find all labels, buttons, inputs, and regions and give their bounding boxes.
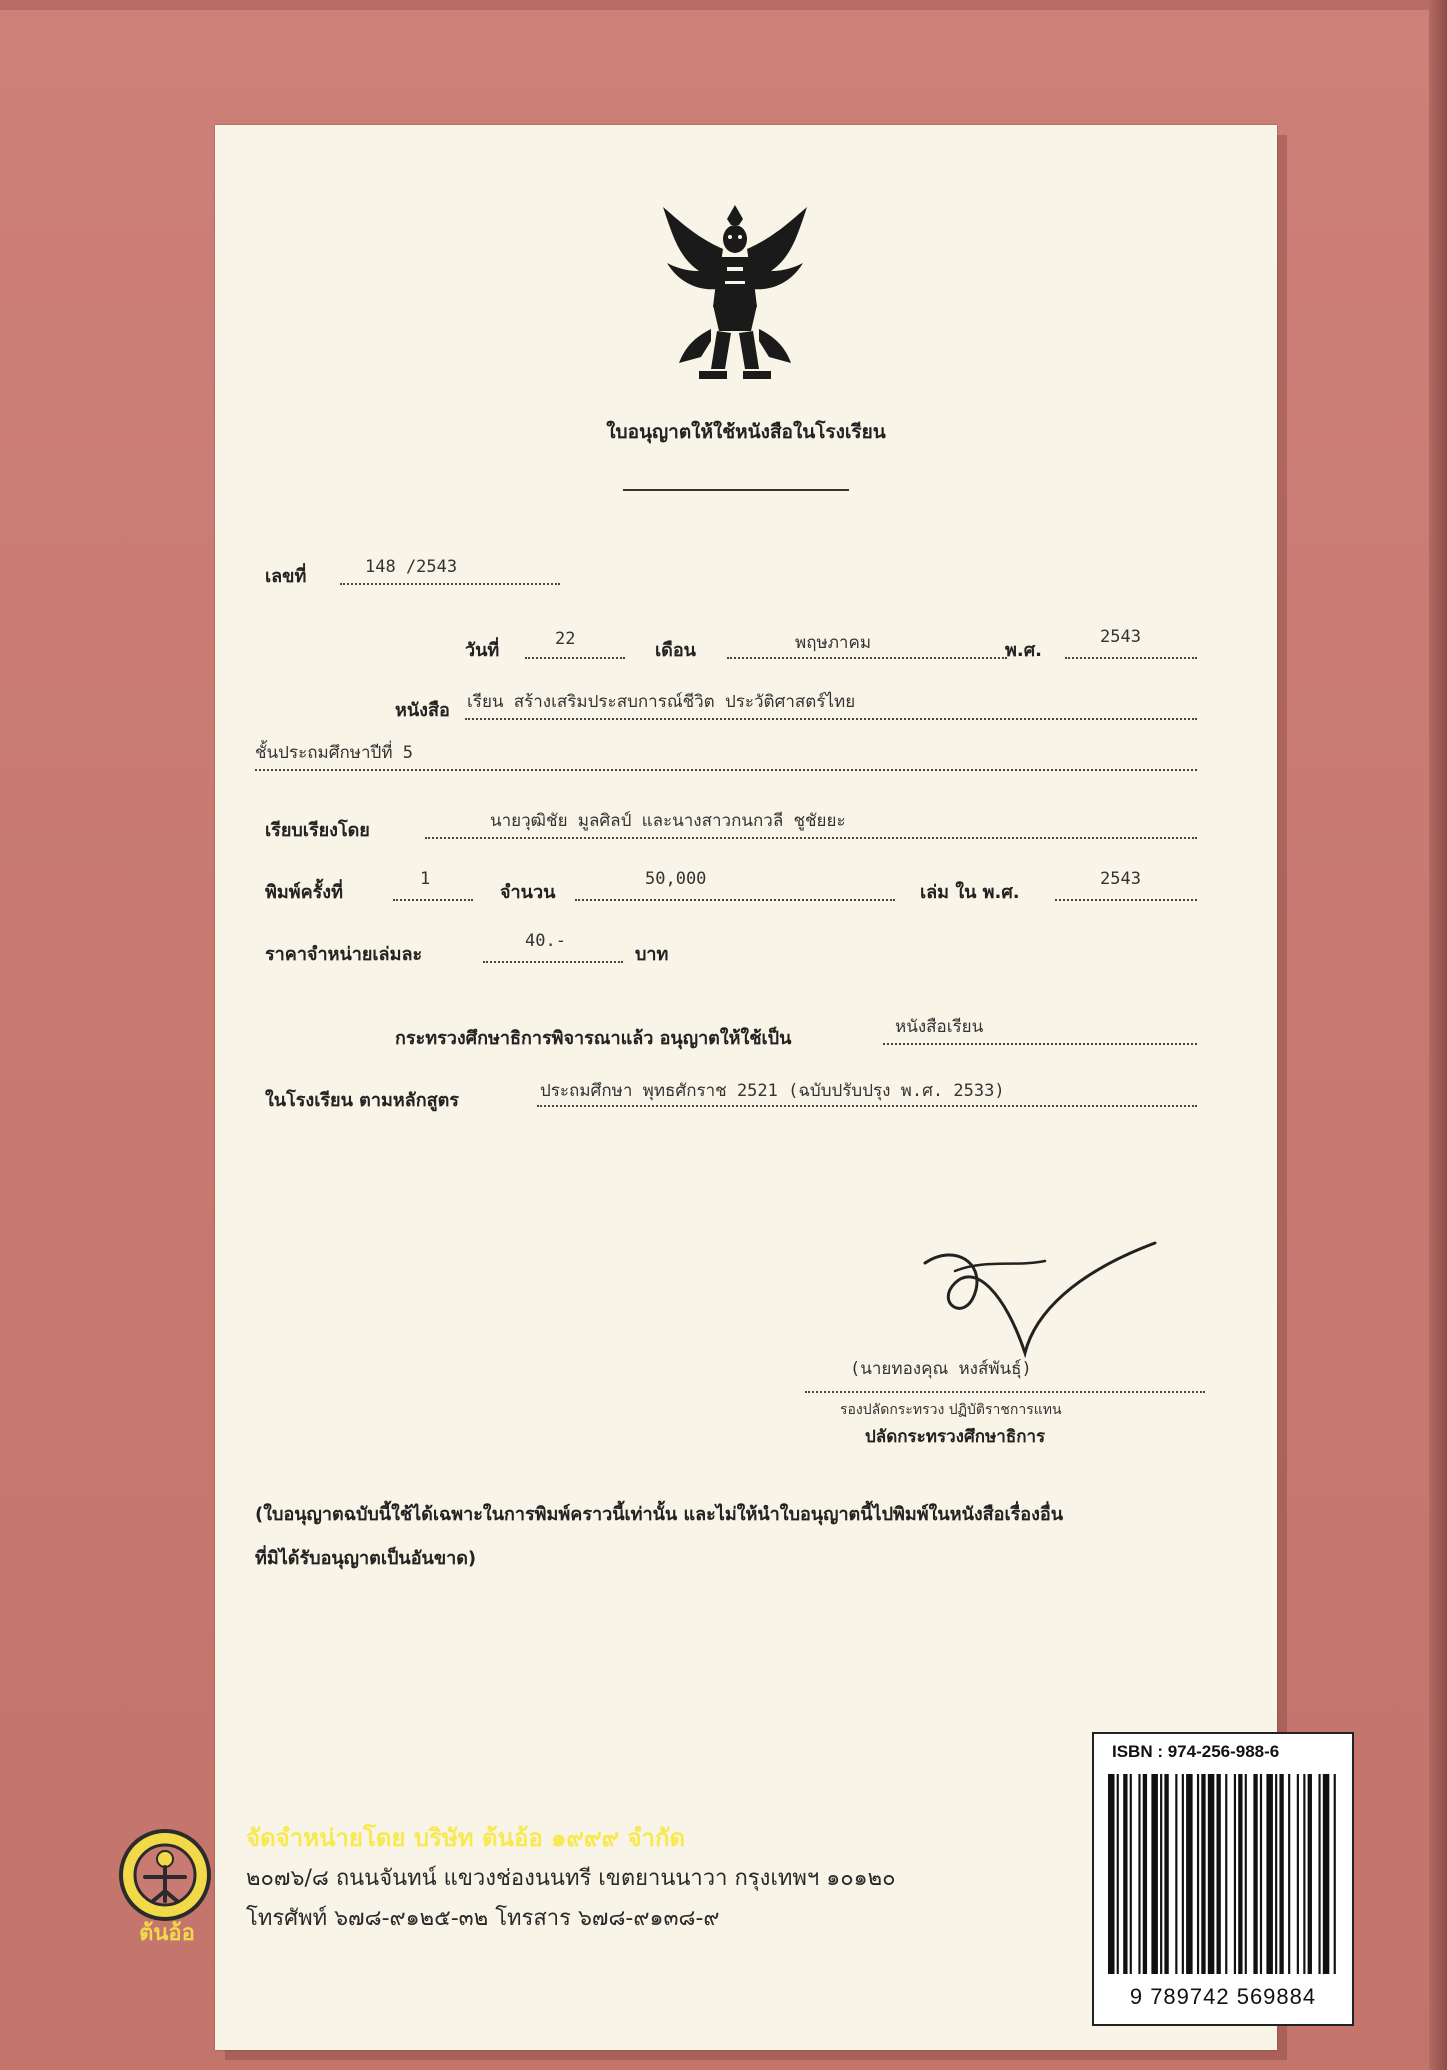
copies-label: เล่ม ใน พ.ศ.: [920, 882, 1020, 903]
garuda-emblem-icon: [655, 197, 815, 387]
certificate-title: ใบอนุญาตให้ใช้หนังสือในโรงเรียน: [606, 421, 886, 443]
date-month-dotted-line: [727, 657, 1007, 659]
title-underline: [623, 489, 849, 491]
signer-role-2: ปลัดกระทรวงศึกษาธิการ: [865, 1427, 1046, 1447]
curriculum-value: ประถมศึกษา พุทธศักราช 2521 (ฉบับปรับปรุง พ.ศ. 2533): [540, 1081, 1005, 1101]
book-title-line2: ชั้นประถมศึกษาปีที่ 5: [255, 743, 414, 763]
isbn-barcode-box: [1092, 1732, 1354, 2026]
date-day-label: วันที่: [465, 640, 500, 661]
date-year-value: 2543: [1100, 627, 1141, 647]
certificate-note-line1: (ใบอนุญาตฉบับนี้ใช้ได้เฉพาะในการพิมพ์คราวนี้เท่านั้น และไม่ให้นำใบอนุญาตนี้ไปพิมพ์ในหนังสือเรื่องอื่น: [255, 1504, 1064, 1525]
approval-dotted-line: [883, 1043, 1197, 1045]
date-day-value: 22: [555, 629, 576, 649]
book-dotted-line: [465, 718, 1197, 720]
copies-year-value: 2543: [1100, 869, 1141, 889]
isbn-label: ISBN : 974-256-988-6: [1112, 1742, 1280, 1761]
date-month-value: พฤษภาคม: [795, 633, 872, 653]
barcode-icon: [1106, 1774, 1340, 1974]
price-value: 40.-: [525, 931, 566, 951]
book-title-line1: เรียน สร้างเสริมประสบการณ์ชีวิต ประวัติศาสตร์ไทย: [467, 692, 856, 712]
handwritten-signature: [915, 1233, 1165, 1373]
publisher-phone-fax: โทรศัพท์ ๖๗๘-๙๑๒๕-๓๒ โทรสาร ๖๗๘-๙๑๓๘-๙: [246, 1906, 720, 1931]
cover-spine-edge: [1429, 0, 1447, 2070]
barcode-number: 9 789742 569884: [1129, 1984, 1317, 2009]
date-year-label: พ.ศ.: [1005, 640, 1042, 661]
signature-dotted-line: [805, 1391, 1205, 1393]
number-label: เลขที่: [265, 566, 307, 587]
signer-role-1: รองปลัดกระทรวง ปฏิบัติราชการแทน: [840, 1402, 1062, 1418]
quantity-dotted-line: [575, 899, 895, 901]
price-dotted-line: [483, 961, 623, 963]
signer-name: (นายทองคุณ หงส์พันธุ์): [850, 1359, 1032, 1379]
price-unit: บาท: [635, 944, 669, 965]
price-label: ราคาจำหน่ายเล่มละ: [265, 944, 423, 965]
date-day-dotted-line: [525, 657, 625, 659]
certificate-note-line2: ที่มิได้รับอนุญาตเป็นอันขาด): [255, 1548, 477, 1569]
publisher-logo-icon: [115, 1820, 215, 1930]
number-dotted-line: [340, 583, 560, 585]
approval-value: หนังสือเรียน: [895, 1017, 984, 1037]
copies-dotted-line: [1055, 899, 1197, 901]
print-dotted-line: [393, 899, 473, 901]
author-value: นายวุฒิชัย มูลศิลป์ และนางสาวกนกวลี ชูชัยยะ: [490, 811, 846, 831]
book-label: หนังสือ: [395, 700, 450, 721]
author-label: เรียบเรียงโดย: [265, 820, 370, 841]
quantity-value: 50,000: [645, 869, 707, 889]
number-value: 148 /2543: [365, 557, 458, 577]
print-label: พิมพ์ครั้งที่: [265, 882, 343, 903]
book-dotted-line-2: [255, 769, 1197, 771]
print-value: 1: [420, 869, 431, 889]
date-month-label: เดือน: [655, 640, 696, 661]
publisher-logo-text: ต้นอ้อ: [139, 1921, 195, 1946]
cover-top-edge: [0, 0, 1447, 10]
approval-label: กระทรวงศึกษาธิการพิจารณาแล้ว อนุญาตให้ใช้เป็น: [395, 1028, 792, 1049]
curriculum-dotted-line: [537, 1105, 1197, 1107]
date-year-dotted-line: [1065, 657, 1197, 659]
curriculum-label: ในโรงเรียน ตามหลักสูตร: [265, 1090, 459, 1111]
publisher-address: ๒๐๗๖/๘ ถนนจันทน์ แขวงช่องนนทรี เขตยานนาวา กรุงเทพฯ ๑๐๑๒๐: [246, 1866, 896, 1891]
quantity-label: จำนวน: [500, 882, 556, 903]
publisher-distributor: จัดจำหน่ายโดย บริษัท ต้นอ้อ ๑๙๙๙ จำกัด: [246, 1824, 686, 1852]
author-dotted-line: [425, 837, 1197, 839]
